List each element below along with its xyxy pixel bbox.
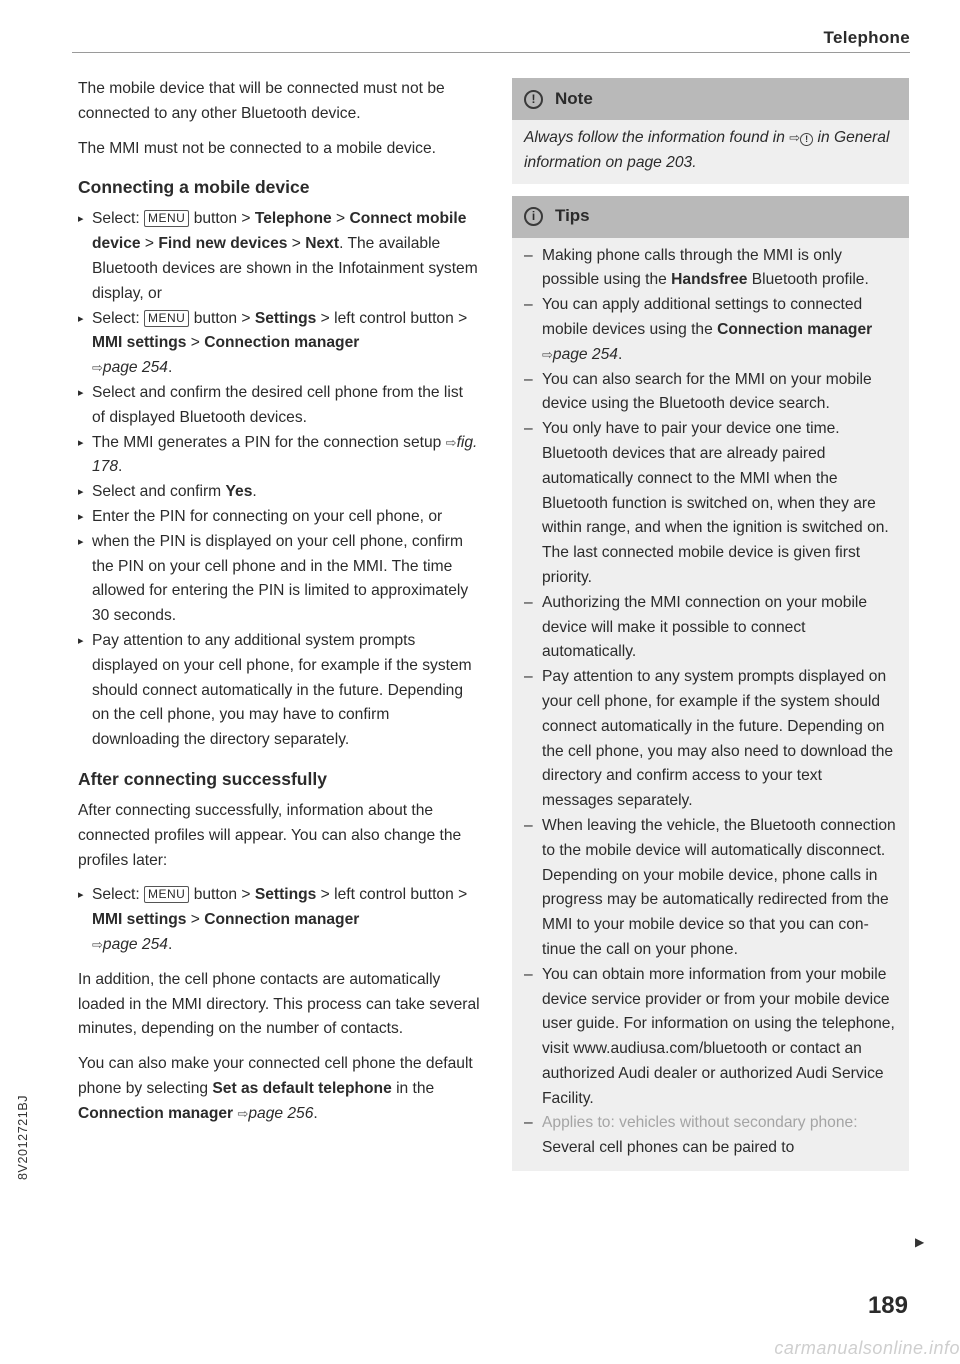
step-item: ▸ The MMI generates a PIN for the connection setup ⇨fig. 178. [78, 431, 480, 481]
reference-arrow-icon: ⇨ [92, 936, 103, 952]
note-title: Note [555, 88, 593, 108]
tip-item: – Pay attention to any system prompts displayed on your cell phone, for example if the system should connect automatically in the future. Depending on the cell phone, you may also need to download the directory and confirm access to your text messages separately. [524, 665, 897, 814]
header-rule [72, 52, 910, 53]
warning-circle-icon: ! [524, 90, 543, 109]
reference-arrow-icon: ⇨ [789, 130, 801, 145]
tips-header [512, 196, 909, 238]
tip-item: – Authorizing the MMI connection on your mobile device will make it possible to connect automatically. [524, 591, 897, 665]
step-item: ▸ Select and confirm Yes. [78, 480, 480, 505]
page-reference[interactable]: page 254 [102, 935, 168, 953]
page-reference[interactable]: page 254 [552, 345, 618, 363]
after-paragraph: After connecting successfully, information about the connected profiles will appear. You can also change the profiles later: [78, 801, 462, 869]
tips-title: Tips [555, 206, 590, 226]
tip-item: – You can obtain more information from your mobile device service provider or from your mobile device user guide. For information on using the telephone, visit www.audiusa.com/bluetooth or contact an authorized Audi dealer or authorized Audi Service Facility. [524, 963, 897, 1112]
left-column [78, 77, 480, 1136]
warning-circle-icon: ! [800, 133, 813, 146]
reference-arrow-icon: ⇨ [445, 434, 457, 450]
reference-arrow-icon: ⇨ [237, 1105, 249, 1121]
step-item: ▸ Select: MENU button > Settings > left control button > MMI settings > Connection manager ⇨page 254. [78, 307, 480, 381]
applies-to-label: Applies to: vehicles without secondary phone: [542, 1114, 858, 1132]
watermark: carmanualsonline.info [774, 1338, 960, 1358]
menu-key: MENU [144, 210, 189, 227]
tip-item: – You can apply additional settings to connected mobile devices using the Connection manager ⇨page 254. [524, 293, 897, 367]
running-head: Telephone [823, 28, 910, 47]
addition-paragraph: In addition, the cell phone contacts are automatically loaded in the MMI directory. This process can take several minutes, depending on the number of contacts. [78, 970, 480, 1038]
note-header [512, 78, 909, 120]
tip-item: – When leaving the vehicle, the Bluetooth connection to the mobile device will automatically disconnect. Depending on your mobile device, phone calls in progress may be automatically redirected from the MMI to your mobile device so that you can continue the call on your phone. [524, 814, 897, 963]
default-phone-paragraph: You can also make your connected cell phone the default phone by selecting Set as default telephone in the Connection manager ⇨page 256. [78, 1055, 473, 1122]
step-item: ▸ Select: MENU button > Telephone > Connect mobile device > Find new devices > Next. The available Bluetooth devices are shown in the Infotainment system display, or [78, 207, 480, 306]
after-steps [78, 883, 480, 957]
step-item: ▸ when the PIN is displayed on your cell phone, confirm the PIN on your cell phone and in the MMI. The time allowed for entering the PIN is limited to approximately 30 seconds. [78, 530, 480, 629]
document-code: 8V2012721BJ [16, 1094, 30, 1180]
tips-body [512, 238, 909, 1171]
menu-key: MENU [144, 886, 189, 903]
step-item: ▸ Enter the PIN for connecting on your cell phone, or [78, 505, 480, 530]
step-item: ▸ Pay attention to any additional system prompts displayed on your cell phone, for example if the system should connect automatically in the future. Depending on the cell phone, you may have to confirm downloading the directory separately. [78, 629, 480, 753]
right-column [512, 78, 909, 1171]
reference-arrow-icon: ⇨ [92, 360, 103, 376]
intro-paragraph-1: The mobile device that will be connected must not be connected to any other Bluetooth device. [78, 80, 445, 122]
heading-after-connecting: After connecting successfully [78, 768, 327, 789]
note-reference[interactable]: in General information on page 203 [524, 129, 890, 171]
note-body: Always follow the information found in ⇨ ! in General information on page 203. [512, 120, 909, 184]
page-reference[interactable]: page 254 [102, 359, 168, 377]
connecting-steps [78, 207, 480, 753]
tip-item: – Applies to: vehicles without secondary phone: Several cell phones can be paired to [524, 1111, 897, 1161]
heading-connecting: Connecting a mobile device [78, 177, 310, 198]
tips-list [524, 244, 897, 1161]
tip-item: – Making phone calls through the MMI is only possible using the Handsfree Bluetooth profile. [524, 244, 897, 294]
info-circle-icon: i [524, 207, 543, 226]
figure-reference[interactable]: fig. 178 [92, 433, 478, 476]
reference-arrow-icon: ⇨ [542, 346, 553, 362]
tip-item: – You only have to pair your device one time. Bluetooth devices that are already paired automatically connect to the MMI when the Bluetooth function is switched on, when they are within range, and when the ignition is switched on. The last connected mobile device is given first priority. [524, 417, 897, 591]
intro-paragraph-2: The MMI must not be connected to a mobile device. [78, 139, 436, 157]
page-number: 189 [867, 1292, 908, 1319]
tip-item: – You can also search for the MMI on your mobile device using the Bluetooth device search. [524, 368, 897, 418]
step-item: ▸ Select: MENU button > Settings > left control button > MMI settings > Connection manager ⇨page 254. [78, 883, 480, 957]
continue-arrow-icon: ▶ [915, 1235, 925, 1249]
step-item: ▸ Select and confirm the desired cell phone from the list of displayed Bluetooth devices. [78, 381, 480, 431]
menu-key: MENU [144, 310, 189, 327]
page-reference[interactable]: page 256 [248, 1104, 314, 1122]
